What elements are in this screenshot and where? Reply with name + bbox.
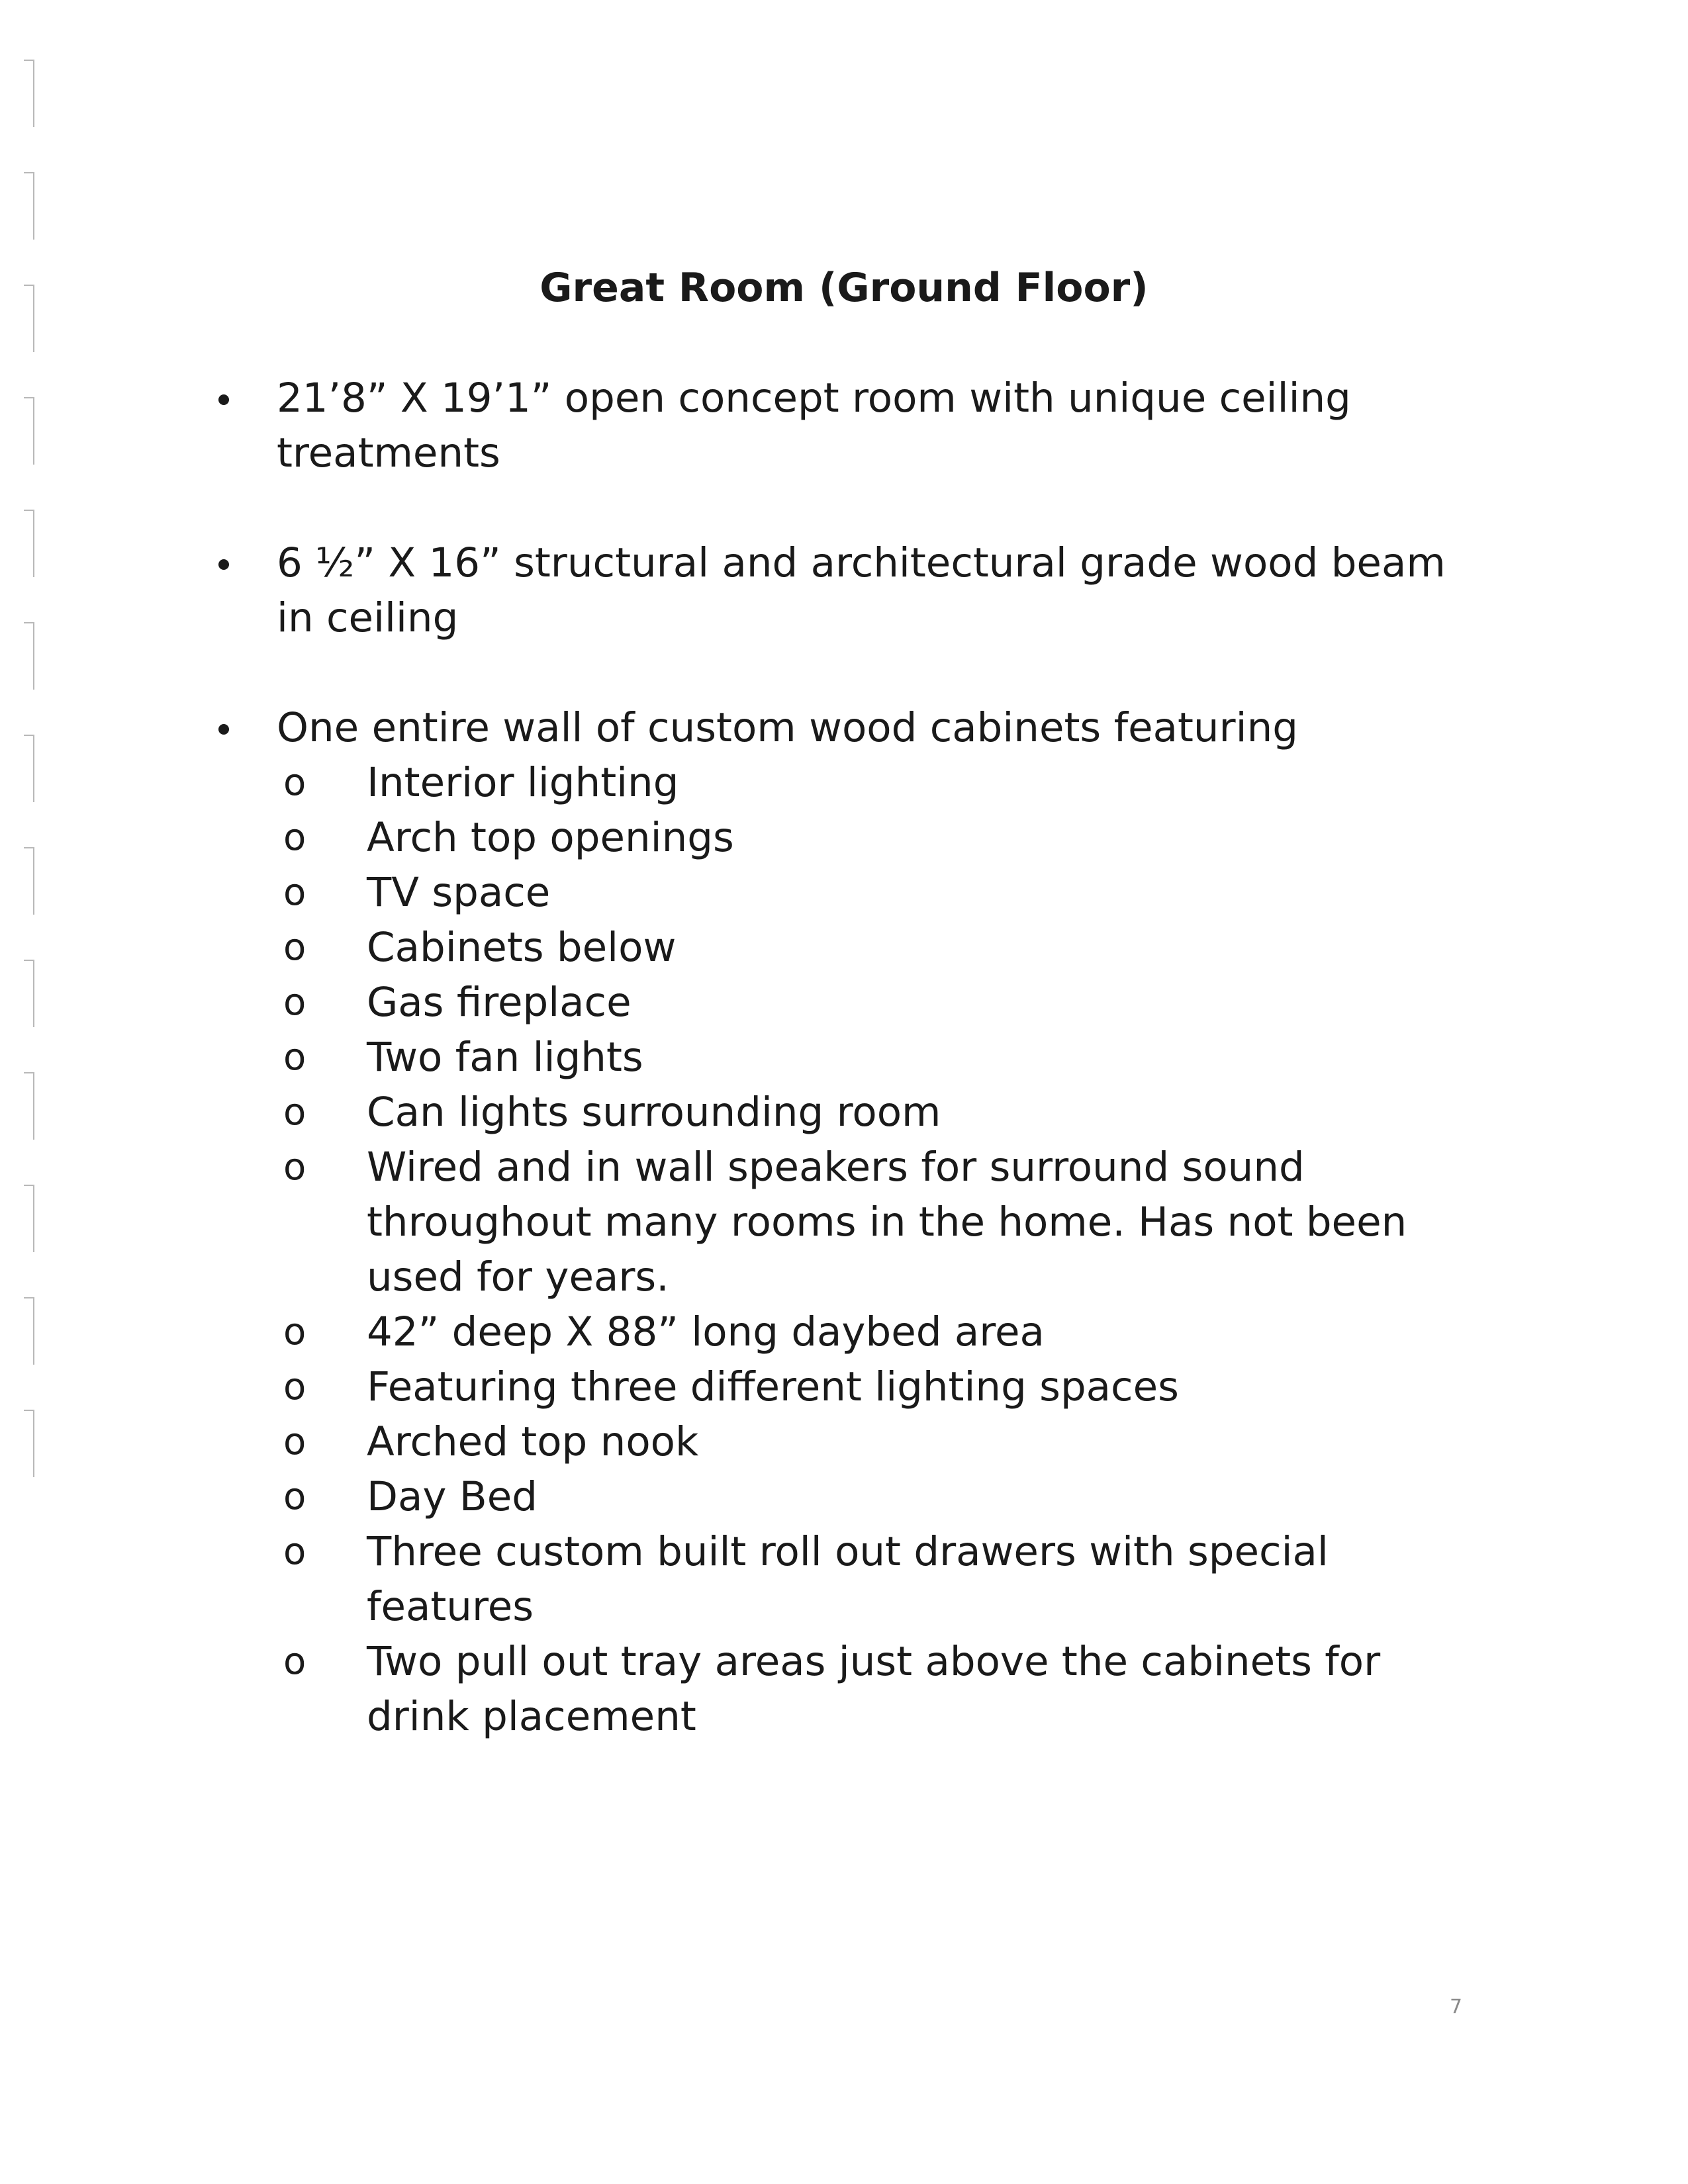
sub-list-item-text: Interior lighting [367,759,679,806]
feature-item-text: 6 ½” X 16” structural and architectural grade wood beam in ceiling [277,539,1446,641]
sub-list-item-text: Arch top openings [367,814,734,861]
sub-list-item [277,1140,1456,1304]
sub-list-item [277,1359,1456,1414]
bullet-marker [218,394,229,405]
circle-bullet-marker: o [283,1310,306,1353]
circle-bullet-marker: o [283,1420,306,1463]
binding-mark [24,397,34,465]
binding-mark [24,1410,34,1477]
sub-list-item-text: Arched top nook [367,1418,699,1465]
circle-bullet-marker: o [283,761,306,804]
circle-bullet-marker: o [283,1036,306,1079]
binding-mark [24,1185,34,1252]
circle-bullet-marker: o [283,1365,306,1408]
sub-list-item [277,755,1456,810]
sub-list-item [277,920,1456,975]
binding-mark [24,960,34,1027]
binding-mark [24,60,34,127]
sub-list-item-text: Can lights surrounding room [367,1089,941,1136]
page-number: 7 [1450,1995,1463,2019]
sub-list-item [277,1414,1456,1469]
binding-mark [24,735,34,802]
sub-list-item [277,975,1456,1030]
sub-list-item-text: TV space [367,869,551,916]
circle-bullet-marker: o [283,926,306,969]
sub-list-item-text: Two fan lights [367,1034,643,1081]
sub-list-item [277,1085,1456,1140]
feature-item [199,535,1456,645]
binding-mark [24,622,34,690]
sub-list-item-text: Three custom built roll out drawers with special features [367,1528,1329,1630]
sub-list-item-text: Day Bed [367,1473,538,1520]
sub-list-item-text: Two pull out tray areas just above the cabinets for drink placement [367,1638,1381,1740]
feature-item [199,700,1456,1744]
sub-list-item-text: Cabinets below [367,924,677,971]
binding-mark [24,510,34,577]
sub-list-item [277,810,1456,865]
feature-item-text: One entire wall of custom wood cabinets featuring [277,704,1298,751]
feature-item-text: 21’8” X 19’1” open concept room with unique ceiling treatments [277,375,1351,477]
sub-list-item [277,1524,1456,1634]
sub-list-item [277,865,1456,920]
binding-mark [24,172,34,240]
sub-list-item [277,1304,1456,1359]
sub-list-item [277,1634,1456,1744]
circle-bullet-marker: o [283,981,306,1024]
circle-bullet-marker: o [283,1475,306,1518]
sub-list-item-text: Wired and in wall speakers for surround sound throughout many rooms in the home. Has not been used for years. [367,1144,1407,1300]
circle-bullet-marker: o [283,1530,306,1573]
feature-list [199,371,1456,1799]
circle-bullet-marker: o [283,1146,306,1189]
sub-list-item-text: Gas fireplace [367,979,632,1026]
binding-mark [24,847,34,915]
sub-list-item-text: Featuring three different lighting spaces [367,1363,1179,1410]
feature-item [199,371,1456,480]
sub-list-item [277,1469,1456,1524]
bullet-marker [218,559,229,570]
binding-mark [24,1072,34,1140]
sub-list-item-text: 42” deep X 88” long daybed area [367,1308,1045,1355]
cabinet-features-list [277,755,1456,1744]
bullet-marker [218,724,229,735]
circle-bullet-marker: o [283,1640,306,1683]
circle-bullet-marker: o [283,871,306,914]
binding-mark [24,1297,34,1365]
page-title: Great Room (Ground Floor) [539,265,1149,311]
sub-list-item [277,1030,1456,1085]
circle-bullet-marker: o [283,1091,306,1134]
circle-bullet-marker: o [283,816,306,859]
